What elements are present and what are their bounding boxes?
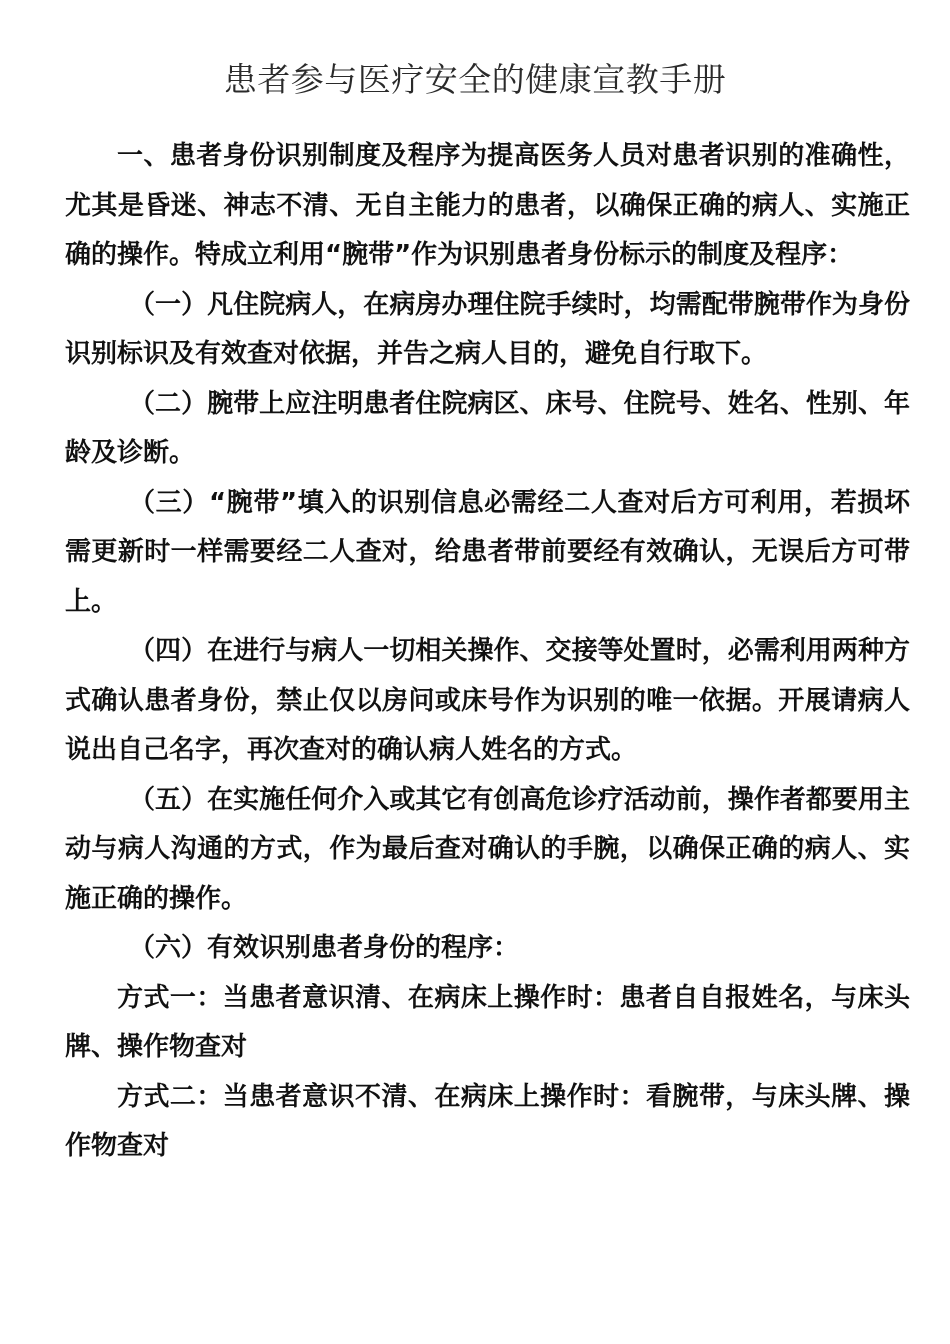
method-2-paragraph: 方式二：当患者意识不清、在病床上操作时：看腕带，与床头牌、操作物查对 xyxy=(65,1081,910,1161)
item-4-paragraph: （四）在进行与病人一切相关操作、交接等处置时，必需利用两种方式确认患者身份，禁止仅以房问或床号作为识别的唯一依据。开展请病人说出自己名字，再次查对的确认病人姓名的方式。 xyxy=(65,636,910,765)
item-1-paragraph: （一）凡住院病人，在病房办理住院手续时，均需配带腕带作为身份识别标识及有效查对依据，并告之病人目的，避免自行取下。 xyxy=(65,289,910,369)
method-1-paragraph: 方式一：当患者意识清、在病床上操作时：患者自自报姓名，与床头牌、操作物查对 xyxy=(65,982,910,1062)
item-2-paragraph: （二）腕带上应注明患者住院病区、床号、住院号、姓名、性别、年龄及诊断。 xyxy=(65,388,910,468)
section-1-paragraph: 一、患者身份识别制度及程序为提高医务人员对患者识别的准确性，尤其是昏迷、神志不清、无自主能力的患者，以确保正确的病人、实施正确的操作。特成立利用“腕带”作为识别患者身份标示的制度及程序： xyxy=(65,141,910,270)
item-5-paragraph: （五）在实施任何介入或其它有创高危诊疗活动前，操作者都要用主动与病人沟通的方式，作为最后查对确认的手腕，以确保正确的病人、实施正确的操作。 xyxy=(65,784,910,914)
item-6-paragraph: （六）有效识别患者身份的程序： xyxy=(129,933,520,963)
item-3-paragraph: （三）“腕带”填入的识别信息必需经二人查对后方可利用，若损坏需更新时一样需要经二人查对，给患者带前要经有效确认，无误后方可带上。 xyxy=(65,487,910,617)
document-body xyxy=(65,132,910,1172)
document-title: 患者参与医疗安全的健康宣教手册 xyxy=(223,60,727,99)
